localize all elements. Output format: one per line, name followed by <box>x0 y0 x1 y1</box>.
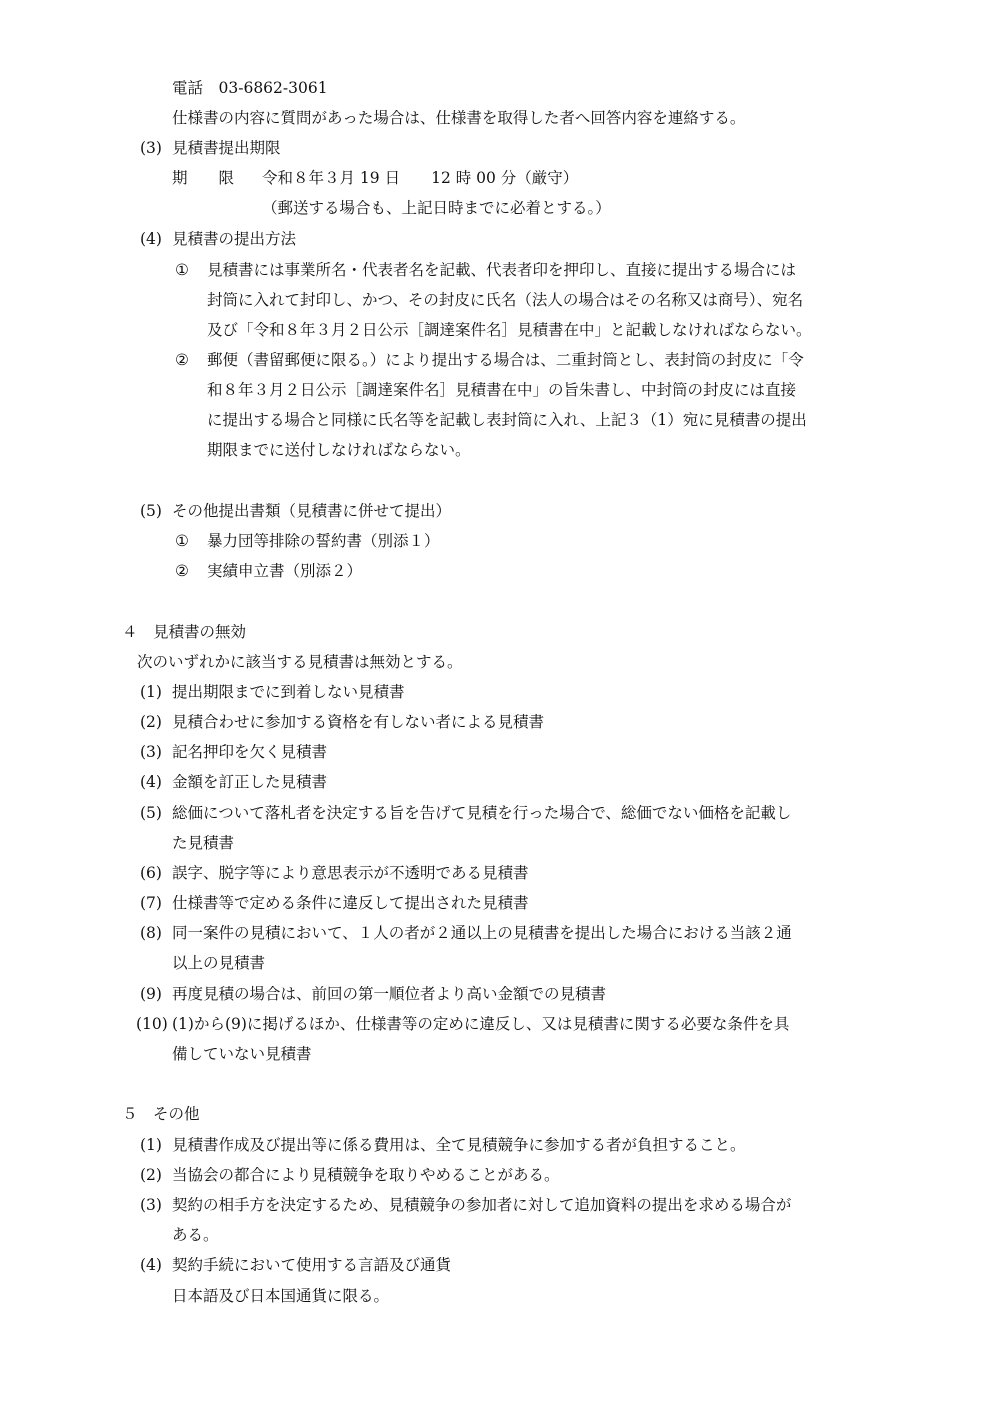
item-text-line: 封筒に入れて封印し、かつ、その封皮に氏名（法人の場合はその名称又は商号）、宛名 <box>207 291 804 309</box>
item-marker: ① <box>175 261 189 279</box>
list-number: (1) <box>140 1136 162 1154</box>
list-item: 提出期限までに到着しない見積書 <box>172 683 405 701</box>
item-text-line: 実績申立書（別添２） <box>207 562 363 580</box>
section-title: 見積書の提出方法 <box>172 230 297 248</box>
item-text-line: 和８年３月２日公示［調達案件名］見積書在中」の旨朱書し、中封筒の封皮には直接 <box>207 381 797 399</box>
list-item: 総価について落札者を決定する旨を告げて見積を行った場合で、総価でない価格を記載し <box>172 804 792 822</box>
mail-note: （郵送する場合も、上記日時までに必着とする。） <box>262 199 611 217</box>
list-number: (1) <box>140 683 162 701</box>
list-number: (3) <box>140 743 162 761</box>
list-number: (10) <box>136 1015 168 1033</box>
item-text-line: 見積書には事業所名・代表者名を記載、代表者印を押印し、直接に提出する場合には <box>207 261 797 279</box>
list-item: 金額を訂正した見積書 <box>172 773 328 791</box>
section-number: (5) <box>140 502 162 520</box>
list-item: 当協会の都合により見積競争を取りやめることがある。 <box>172 1166 560 1184</box>
list-item: 契約手続において使用する言語及び通貨 <box>172 1256 452 1274</box>
list-item-continuation: 以上の見積書 <box>172 954 266 972</box>
list-number: (9) <box>140 985 162 1003</box>
list-item-continuation: ある。 <box>172 1226 219 1244</box>
deadline-label: 期 限 <box>172 169 235 187</box>
list-item-continuation: 備していない見積書 <box>172 1045 312 1063</box>
item-text-line: 暴力団等排除の誓約書（別添１） <box>207 532 440 550</box>
list-number: (2) <box>140 713 162 731</box>
contact-phone: 電話 03-6862-3061 <box>172 79 328 97</box>
list-item: 仕様書等で定める条件に違反して提出された見積書 <box>172 894 529 912</box>
list-number: (4) <box>140 1256 162 1274</box>
list-item: (1)から(9)に掲げるほか、仕様書等の定めに違反し、又は見積書に関する必要な条件を具 <box>172 1015 790 1033</box>
section-number: (4) <box>140 230 162 248</box>
item-text-line: 郵便（書留郵便に限る。）により提出する場合は、二重封筒とし、表封筒の封皮に「令 <box>207 351 804 369</box>
list-item: 再度見積の場合は、前回の第一順位者より高い金額での見積書 <box>172 985 607 1003</box>
section-heading: ４ 見積書の無効 <box>122 623 247 641</box>
item-text-line: 及び「令和８年３月２日公示［調達案件名］見積書在中」と記載しなければならない。 <box>207 321 812 339</box>
list-item: 見積合わせに参加する資格を有しない者による見積書 <box>172 713 545 731</box>
list-number: (5) <box>140 804 162 822</box>
section-intro: 次のいずれかに該当する見積書は無効とする。 <box>137 653 463 671</box>
list-item-continuation: 日本語及び日本国通貨に限る。 <box>172 1287 390 1305</box>
item-text-line: 期限までに送付しなければならない。 <box>207 441 471 459</box>
list-number: (7) <box>140 894 162 912</box>
list-item: 契約の相手方を決定するため、見積競争の参加者に対して追加資料の提出を求める場合が <box>172 1196 792 1214</box>
list-item: 誤字、脱字等により意思表示が不透明である見積書 <box>172 864 529 882</box>
list-item: 見積書作成及び提出等に係る費用は、全て見積競争に参加する者が負担すること。 <box>172 1136 746 1154</box>
list-item-continuation: た見積書 <box>172 834 235 852</box>
list-number: (3) <box>140 1196 162 1214</box>
section-number: (3) <box>140 139 162 157</box>
deadline-value: 令和８年３月 19 日 12 時 00 分（厳守） <box>262 169 579 187</box>
item-text-line: に提出する場合と同様に氏名等を記載し表封筒に入れ、上記３（1）宛に見積書の提出 <box>207 411 807 429</box>
list-number: (2) <box>140 1166 162 1184</box>
section-heading: ５ その他 <box>122 1105 200 1123</box>
item-marker: ① <box>175 532 189 550</box>
list-number: (6) <box>140 864 162 882</box>
list-number: (4) <box>140 773 162 791</box>
list-item: 同一案件の見積において、１人の者が２通以上の見積書を提出した場合における当該２通 <box>172 924 792 942</box>
section-title: 見積書提出期限 <box>172 139 281 157</box>
item-marker: ② <box>175 562 189 580</box>
section-title: その他提出書類（見積書に併せて提出） <box>172 502 452 520</box>
list-item: 記名押印を欠く見積書 <box>172 743 328 761</box>
list-number: (8) <box>140 924 162 942</box>
contact-note: 仕様書の内容に質問があった場合は、仕様書を取得した者へ回答内容を連絡する。 <box>172 109 746 127</box>
item-marker: ② <box>175 351 189 369</box>
